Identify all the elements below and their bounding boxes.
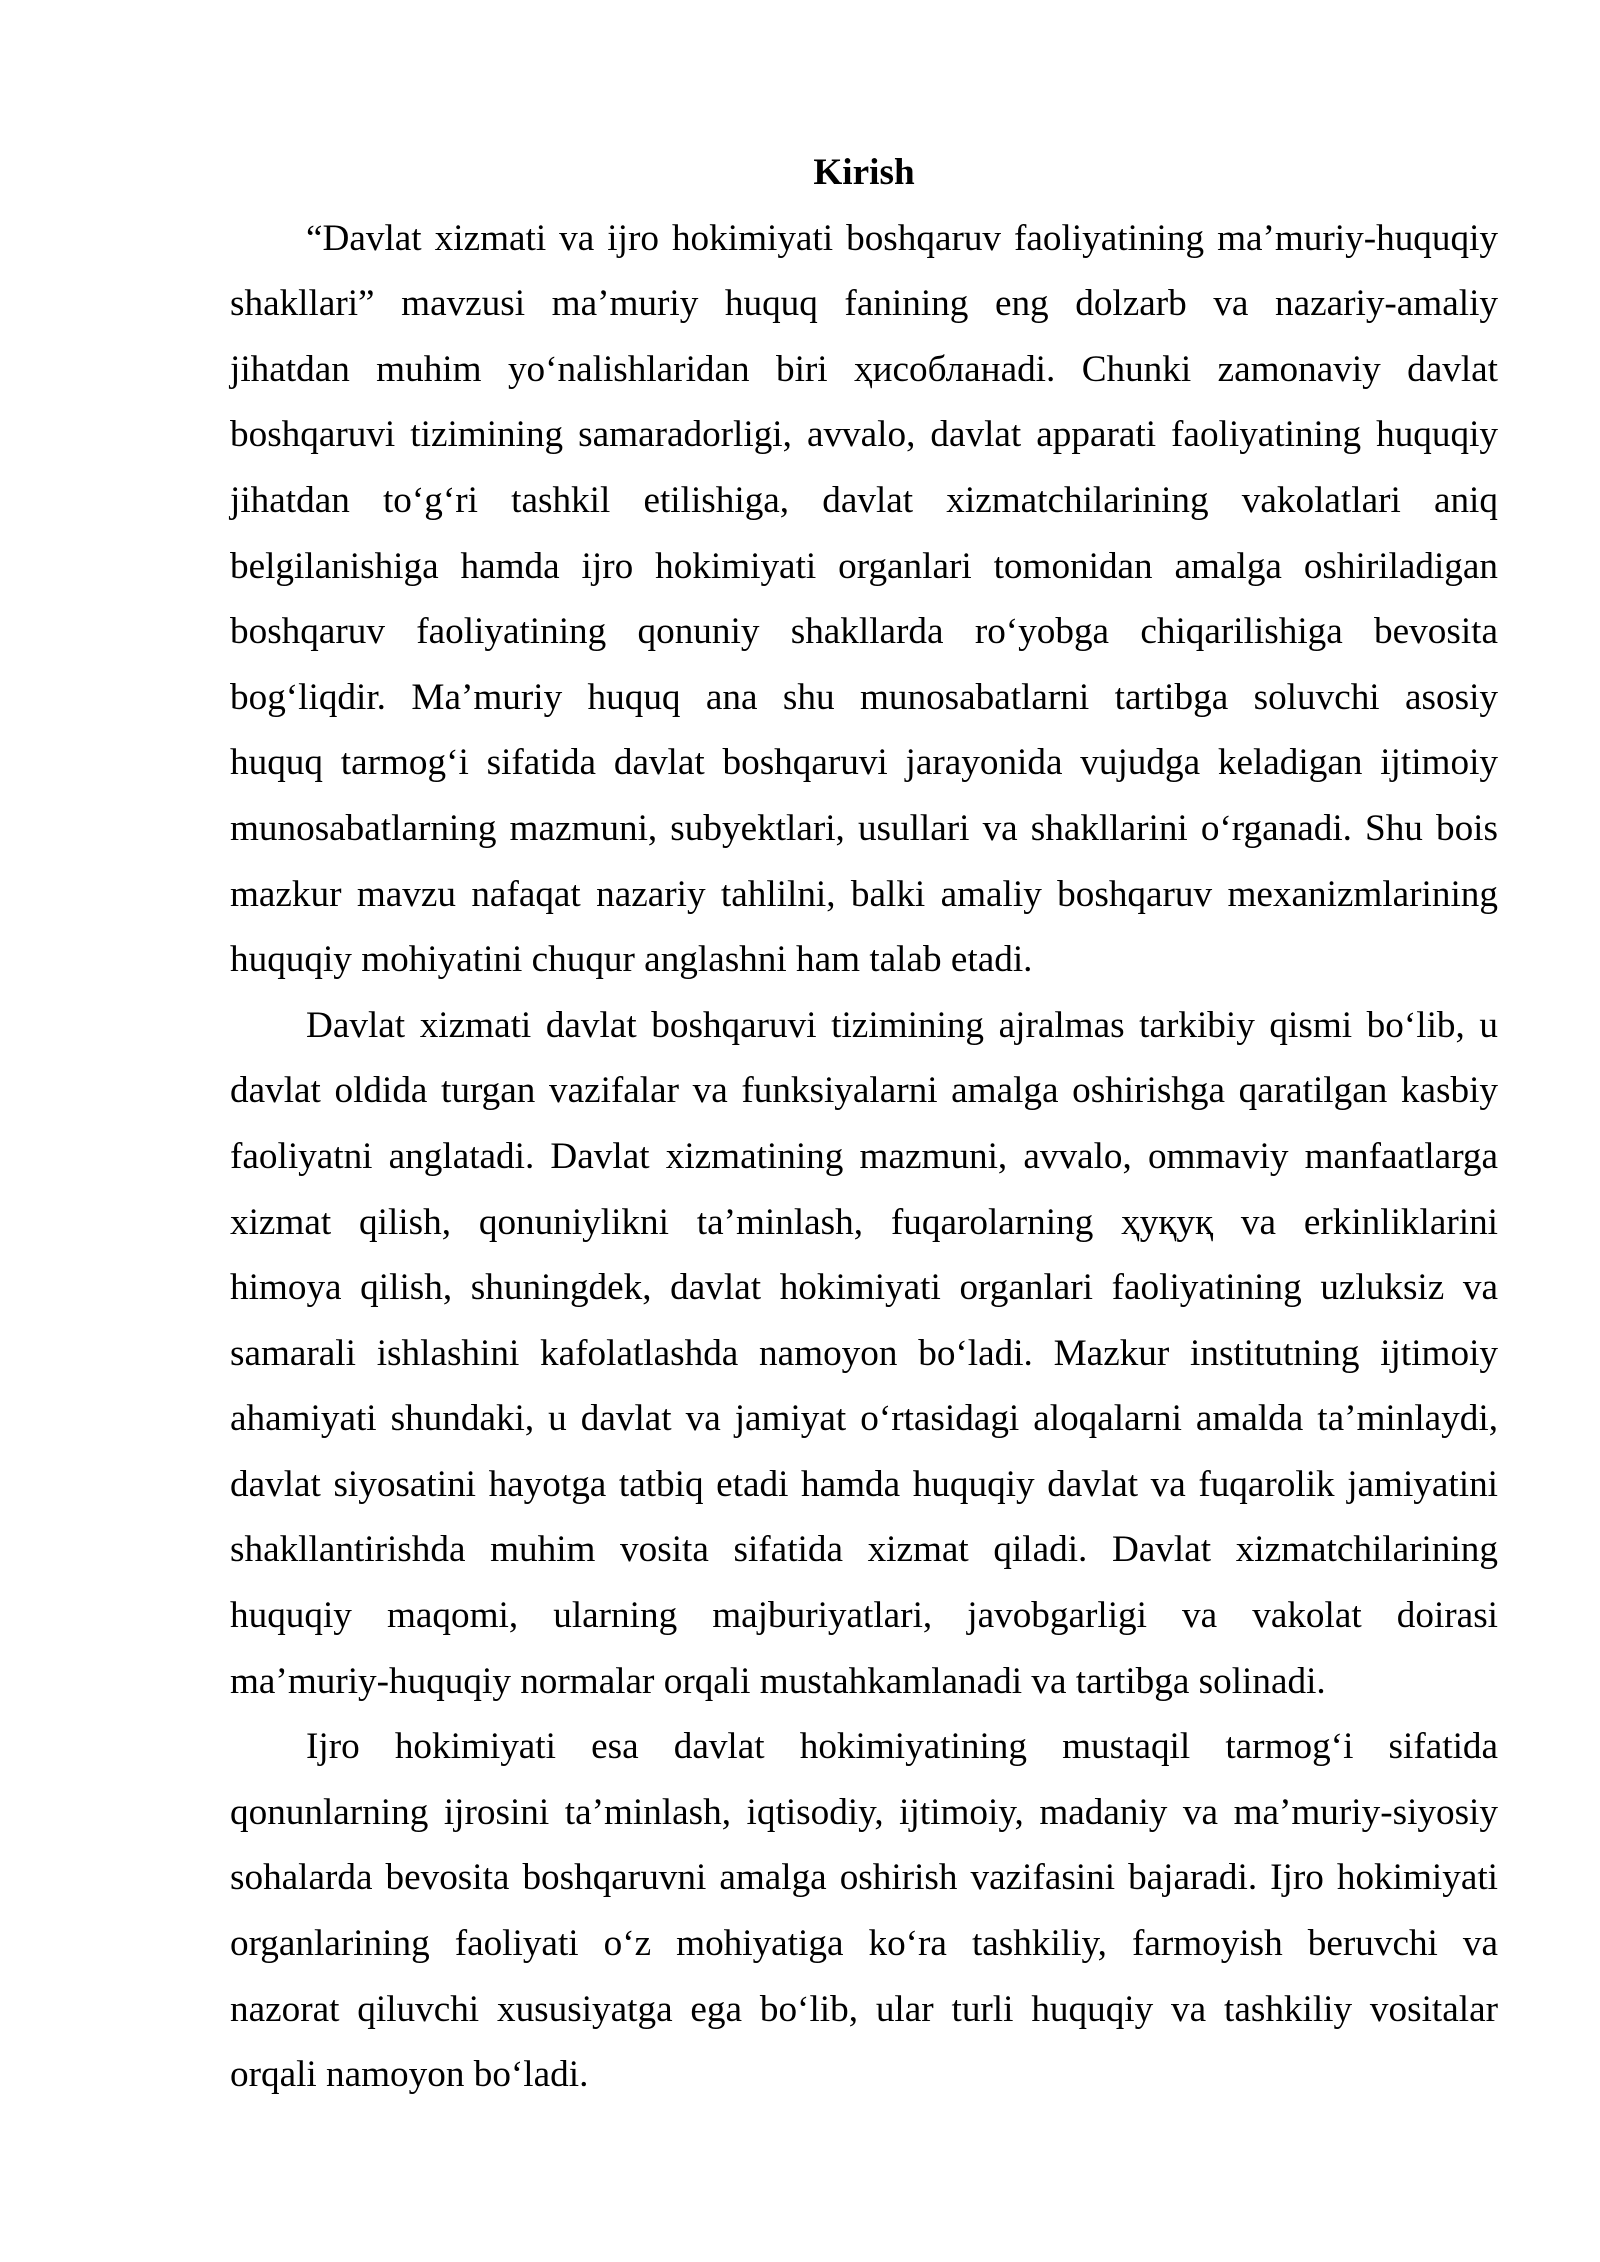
- section-title: Kirish: [813, 152, 915, 193]
- text-line: munosabatlarning mazmuni, subyektlari, usullari va shakllarini o‘rganadi. Shu bois: [230, 807, 1498, 849]
- text-line: himoya qilish, shuningdek, davlat hokimiyati organlari faoliyatining uzluksiz va: [230, 1267, 1498, 1309]
- text-line: faoliyatni anglatadi. Davlat xizmatining mazmuni, avvalo, ommaviy manfaatlarga: [230, 1135, 1498, 1177]
- text-line: jihatdan muhim yo‘nalishlaridan biri ҳисобланadi. Chunki zamonaviy davlat: [230, 348, 1498, 390]
- text-line: nazorat qiluvchi xususiyatga ega bo‘lib, ular turli huquqiy va tashkiliy vositalar: [230, 1988, 1498, 2030]
- text-line: ahamiyati shundaki, u davlat va jamiyat o‘rtasidagi aloqalarni amalda ta’minlaydi,: [230, 1398, 1498, 1440]
- text-line: sohalarda bevosita boshqaruvni amalga oshirish vazifasini bajaradi. Ijro hokimiyati: [230, 1857, 1498, 1899]
- paragraph-3: [230, 1714, 1498, 2108]
- text-line: Ijro hokimiyati esa davlat hokimiyatining mustaqil tarmog‘i sifatida: [306, 1726, 1498, 1768]
- document-body: [230, 140, 1498, 2108]
- text-line: belgilanishiga hamda ijro hokimiyati organlari tomonidan amalga oshiriladigan: [230, 545, 1498, 587]
- text-line: huquqiy mohiyatini chuqur anglashni ham talab etadi.: [230, 939, 1033, 981]
- text-line: xizmat qilish, qonuniylikni ta’minlash, fuqarolarning ҳуқуқ va erkinliklarini: [230, 1201, 1498, 1243]
- text-line: jihatdan to‘g‘ri tashkil etilishiga, davlat xizmatchilarining vakolatlari aniq: [230, 479, 1498, 521]
- text-line: davlat siyosatini hayotga tatbiq etadi hamda huquqiy davlat va fuqarolik jamiyatini: [230, 1463, 1498, 1505]
- text-line: orqali namoyon bo‘ladi.: [230, 2054, 589, 2096]
- paragraph-2: [230, 993, 1498, 1715]
- text-line: boshqaruvi tizimining samaradorligi, avvalo, davlat apparati faoliyatining huquqiy: [230, 414, 1498, 456]
- text-line: ma’muriy-huquqiy normalar orqali mustahkamlanadi va tartibga solinadi.: [230, 1660, 1326, 1702]
- text-line: huquqiy maqomi, ularning majburiyatlari, javobgarligi va vakolat doirasi: [230, 1595, 1498, 1637]
- text-line: shakllari” mavzusi ma’muriy huquq fanining eng dolzarb va nazariy-amaliy: [230, 283, 1498, 325]
- text-line: samarali ishlashini kafolatlashda namoyon bo‘ladi. Mazkur institutning ijtimoiy: [230, 1332, 1498, 1374]
- text-line: “Davlat xizmati va ijro hokimiyati boshqaruv faoliyatining ma’muriy-huquqiy: [306, 217, 1498, 259]
- text-line: Davlat xizmati davlat boshqaruvi tizimining ajralmas tarkibiy qismi bo‘lib, u: [306, 1004, 1498, 1046]
- text-line: organlarining faoliyati o‘z mohiyatiga ko‘ra tashkiliy, farmoyish beruvchi va: [230, 1923, 1498, 1965]
- text-line: shakllantirishda muhim vosita sifatida xizmat qiladi. Davlat xizmatchilarining: [230, 1529, 1498, 1571]
- text-line: davlat oldida turgan vazifalar va funksiyalarni amalga oshirishga qaratilgan kasbiy: [230, 1070, 1498, 1112]
- text-line: bog‘liqdir. Ma’muriy huquq ana shu munosabatlarni tartibga soluvchi asosiy: [230, 676, 1498, 718]
- text-line: huquq tarmog‘i sifatida davlat boshqaruvi jarayonida vujudga keladigan ijtimoiy: [230, 742, 1498, 784]
- paragraph-1: [230, 206, 1498, 993]
- text-line: qonunlarning ijrosini ta’minlash, iqtisodiy, ijtimoiy, madaniy va ma’muriy-siyosiy: [230, 1791, 1498, 1833]
- text-line: mazkur mavzu nafaqat nazariy tahlilni, balki amaliy boshqaruv mexanizmlarining: [230, 873, 1498, 915]
- text-line: boshqaruv faoliyatining qonuniy shakllarda ro‘yobga chiqarilishiga bevosita: [230, 611, 1498, 653]
